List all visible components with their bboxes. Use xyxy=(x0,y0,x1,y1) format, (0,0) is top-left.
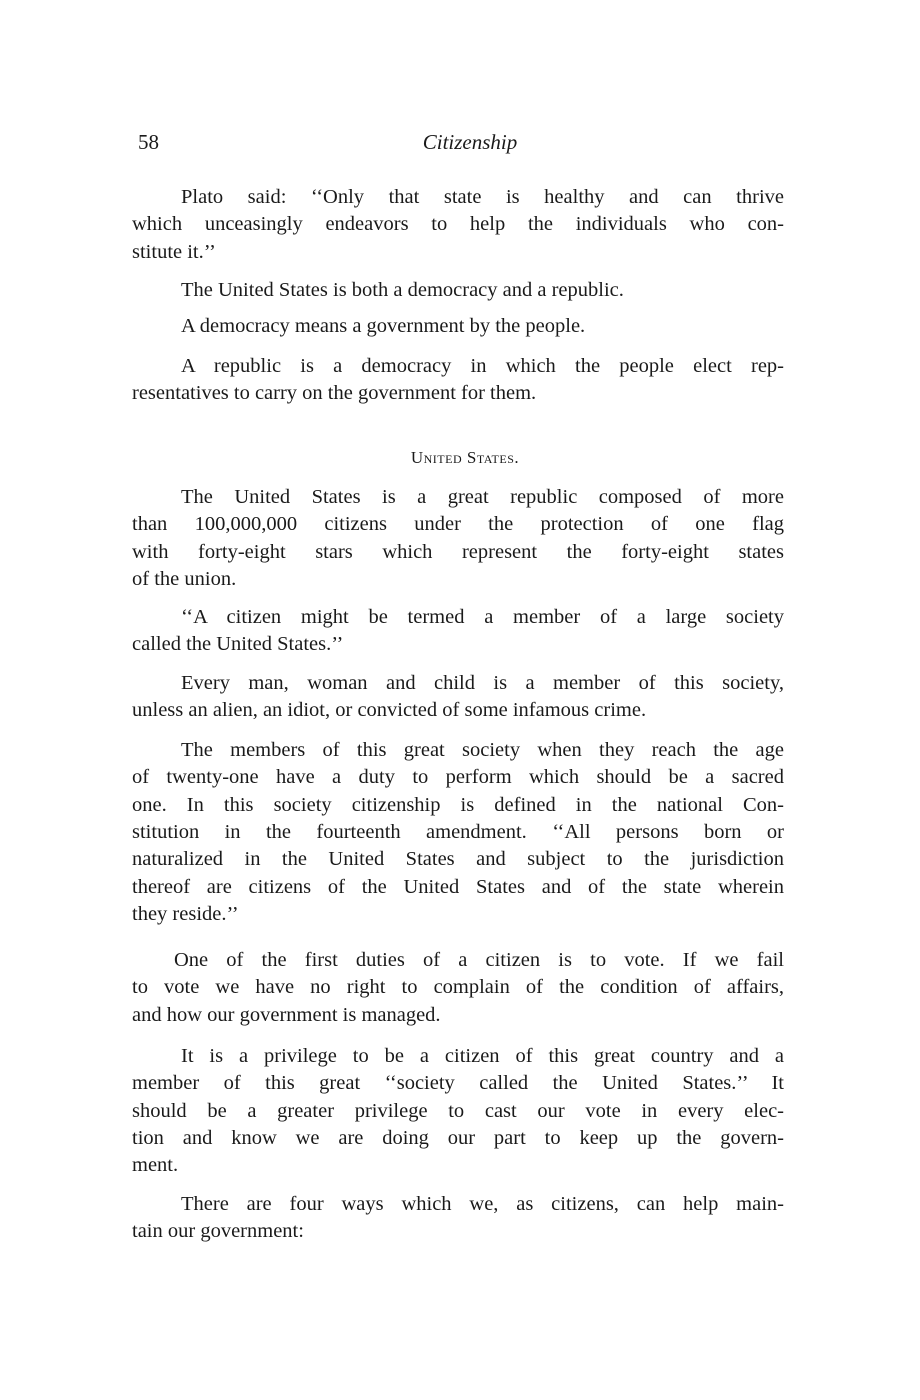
paragraph-7-line: one. In this society citizenship is defined in the national Con- xyxy=(132,793,784,816)
paragraph-2-line: A democracy means a government by the people. xyxy=(181,315,586,337)
paragraph-7-line: they reside.’’ xyxy=(132,902,239,925)
paragraph-8-line: to vote we have no right to complain of the condition of affairs, xyxy=(132,976,784,999)
paragraph-7-line: stitution in the fourteenth amendment. ‘‘All persons born or xyxy=(132,820,784,843)
paragraph-9-line: ment. xyxy=(132,1154,179,1177)
paragraph-9-line: tion and know we are doing our part to keep up the govern- xyxy=(132,1126,784,1149)
paragraph-10-line: There are four ways which we, as citizens, can help main- xyxy=(181,1193,784,1215)
paragraph-0-line: stitute it.’’ xyxy=(132,240,216,263)
paragraph-8-line: and how our government is managed. xyxy=(132,1003,441,1026)
paragraph-9-line: should be a greater privilege to cast our vote in every elec- xyxy=(132,1099,784,1122)
paragraph-3-line: resentatives to carry on the government for them. xyxy=(132,382,537,405)
paragraph-0-line: Plato said: ‘‘Only that state is healthy and can thrive xyxy=(181,186,784,208)
paragraph-6-line: unless an alien, an idiot, or convicted of some infamous crime. xyxy=(132,699,647,722)
paragraph-5-line: called the United States.’’ xyxy=(132,633,344,656)
paragraph-5-line: ‘‘A citizen might be termed a member of a large society xyxy=(181,606,784,628)
paragraph-0-line: which unceasingly endeavors to help the individuals who con- xyxy=(132,213,784,236)
paragraph-4-line: of the union. xyxy=(132,567,237,590)
page-number: 58 xyxy=(138,130,159,154)
paragraph-4-line: than 100,000,000 citizens under the protection of one flag xyxy=(132,513,784,536)
paragraph-6-line: Every man, woman and child is a member of this society, xyxy=(181,672,784,694)
paragraph-4-line: with forty-eight stars which represent the forty-eight states xyxy=(132,540,784,563)
section-heading: United States. xyxy=(410,448,520,467)
paragraph-9-line: It is a privilege to be a citizen of this great country and a xyxy=(181,1045,784,1067)
paragraph-7-line: thereof are citizens of the United States and of the state wherein xyxy=(132,875,784,898)
paragraph-1-line: The United States is both a democracy and a republic. xyxy=(181,279,624,301)
paragraph-8-line: One of the first duties of a citizen is to vote. If we fail xyxy=(174,949,784,971)
paragraph-9-line: member of this great ‘‘society called the United States.’’ It xyxy=(132,1072,784,1095)
running-title: Citizenship xyxy=(422,130,518,154)
paragraph-7-line: naturalized in the United States and subject to the jurisdiction xyxy=(132,848,784,871)
paragraph-4-line: The United States is a great republic composed of more xyxy=(181,486,784,508)
paragraph-7-line: The members of this great society when they reach the age xyxy=(181,739,784,761)
paragraph-7-line: of twenty-one have a duty to perform which should be a sacred xyxy=(132,766,784,789)
paragraph-10-line: tain our government: xyxy=(132,1220,304,1243)
paragraph-3-line: A republic is a democracy in which the people elect rep- xyxy=(181,355,784,377)
